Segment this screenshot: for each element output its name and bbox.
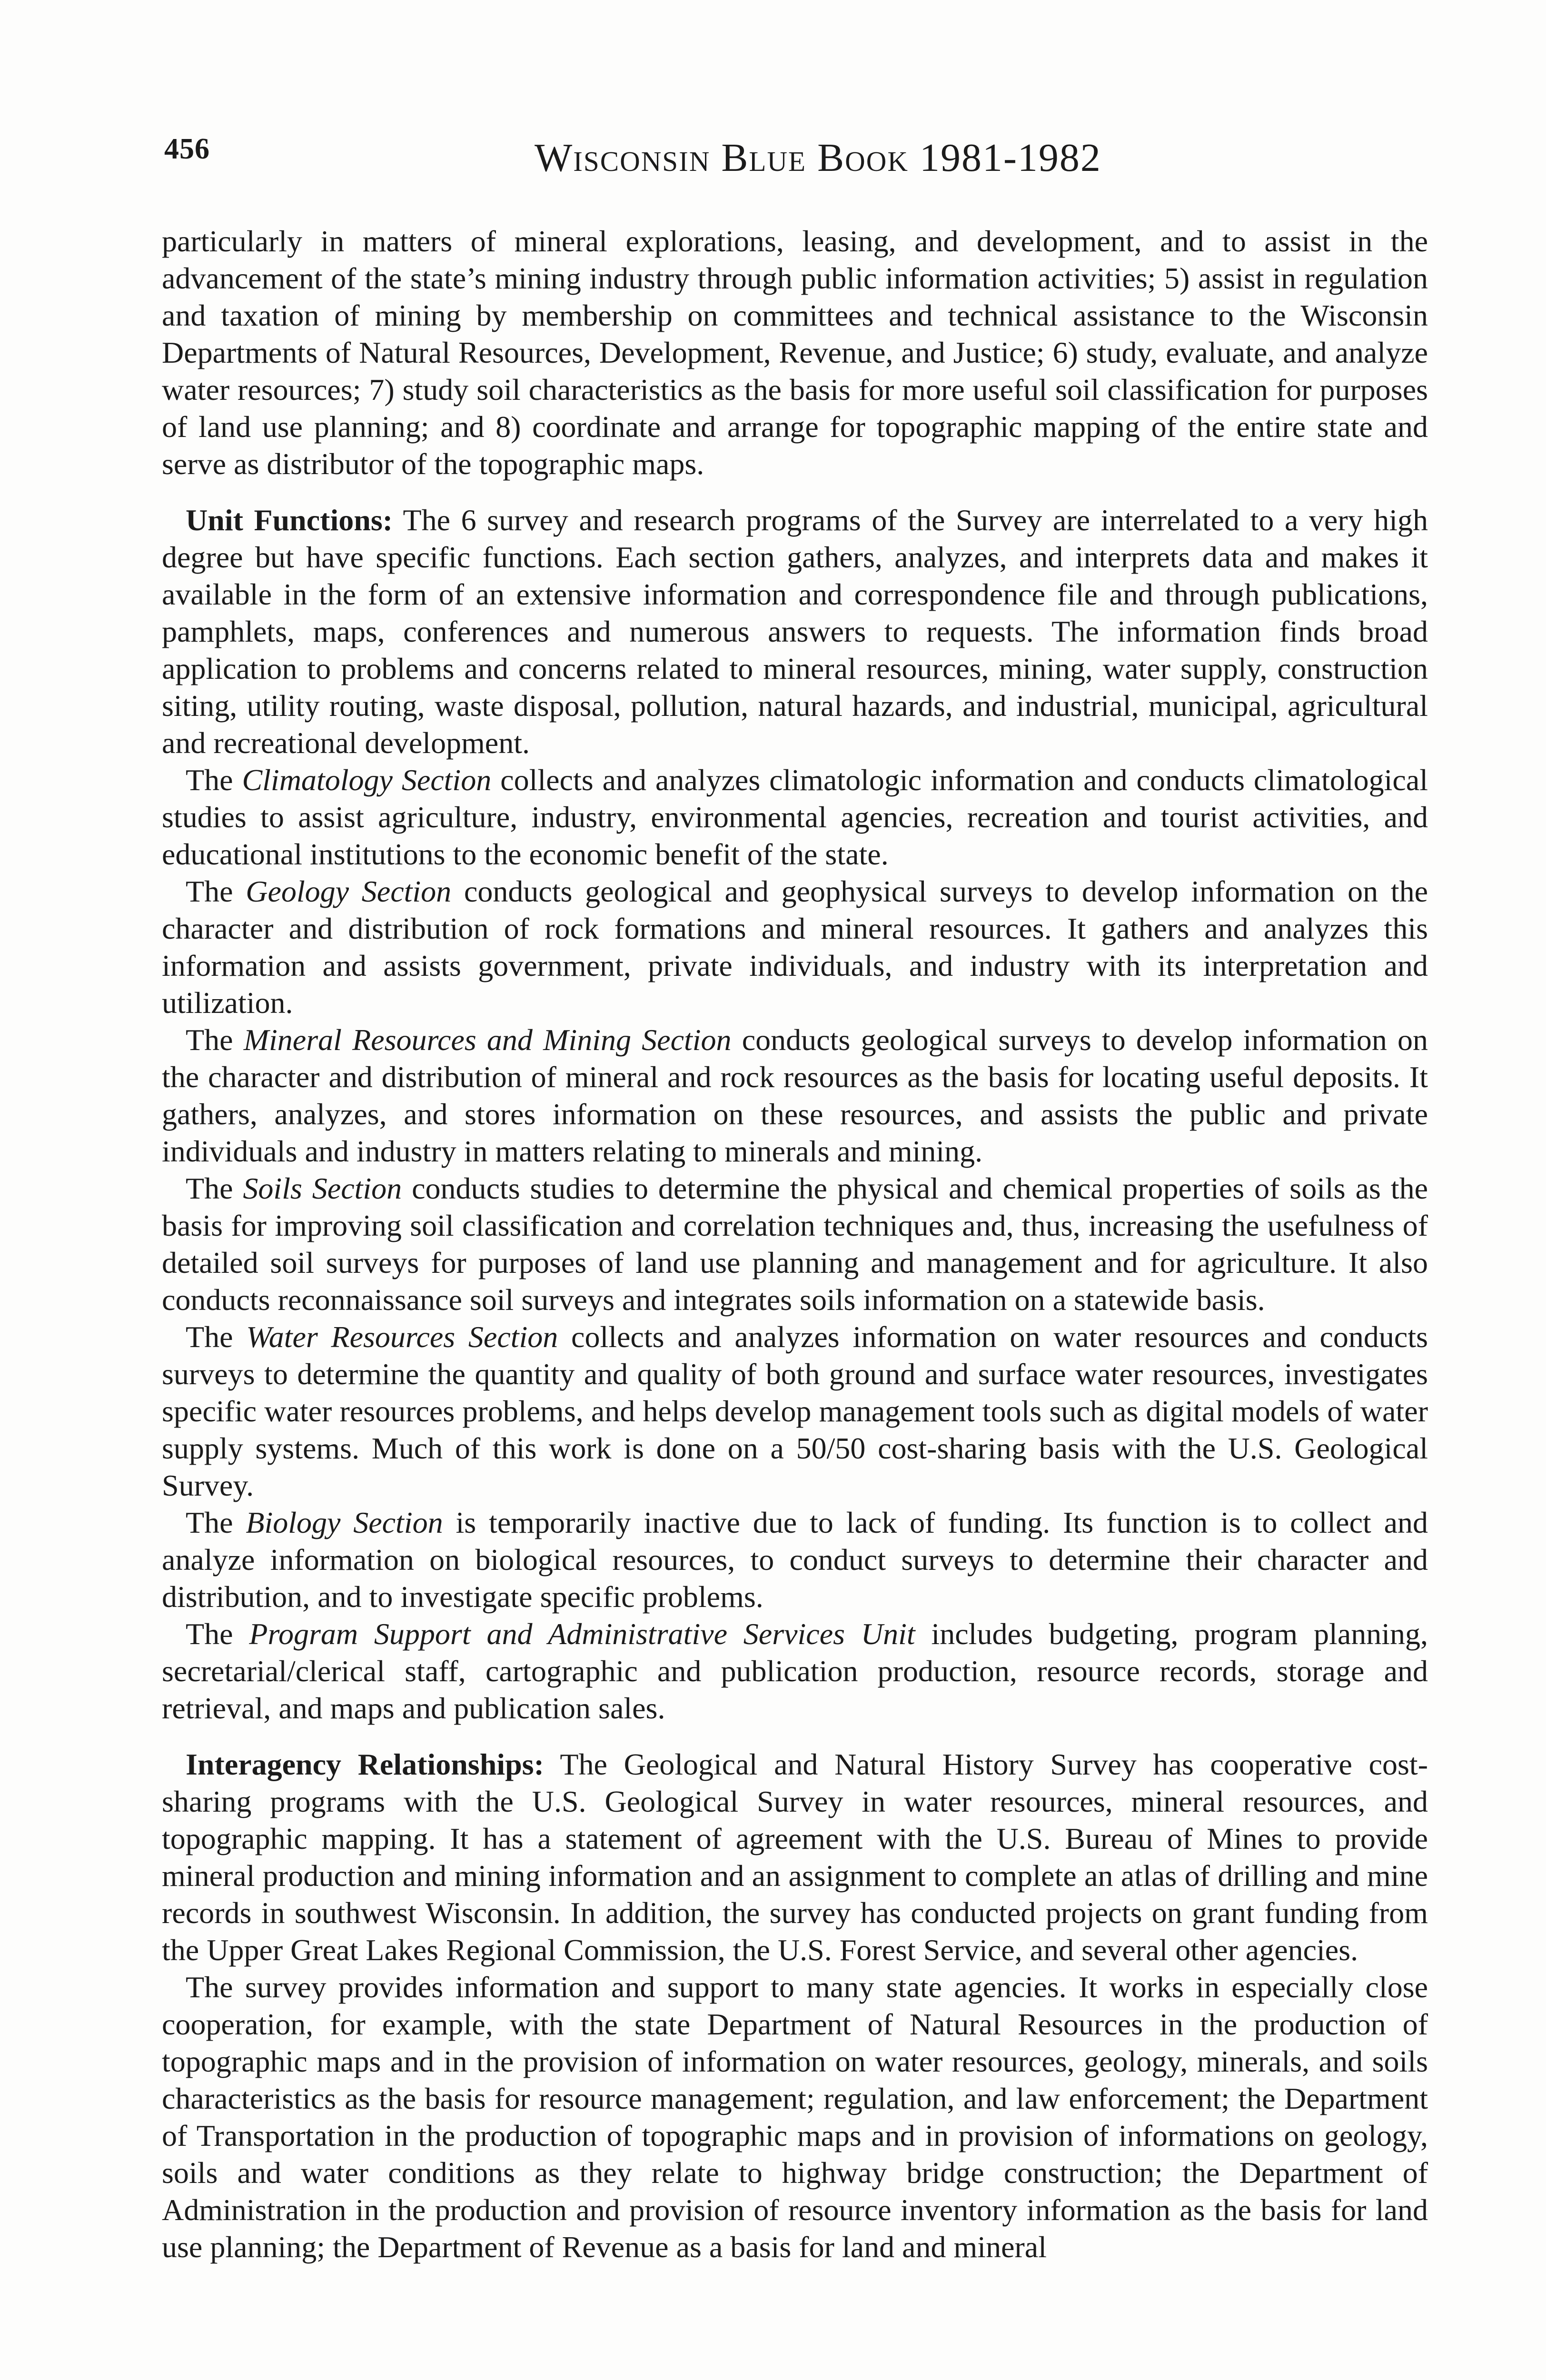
paragraph-soils [162,1170,1428,1319]
paragraph-duties-continued [162,223,1428,483]
paragraph-text: collects and analyzes information on water resources and conducts surveys to determine the quantity and quality of both ground and surface water resources, investigates specific water resources problems, and helps develop management tools such as digital models of water supply systems. Much of this work is done on a 50/50 cost-sharing basis with the U.S. Geological Survey. [162,1320,1428,1502]
paragraph-text: The survey provides information and support to many state agencies. It works in especially close cooperation, for example, with the state Department of Natural Resources in the production of topographic maps and in the provision of information on water resources, geology, minerals, and soils characteristics as the basis for resource management; regulation, and law enforcement; the Department of Transportation in the production of topographic maps and in provision of informations on geology, soils and water conditions as they relate to highway bridge construction; the Department of Administration in the production and provision of resource inventory information as the basis for land use planning; the Department of Revenue as a basis for land and mineral [162,1970,1428,2264]
paragraph-unit-functions [162,502,1428,762]
section-name: Mineral Resources and Mining Section [243,1023,732,1057]
paragraph-text: conducts geological surveys to develop information on the character and distribution of mineral and rock resources as the basis for locating useful deposits. It gathers, analyzes, and stores information on these resources, and assists the public and private individuals and industry in matters relating to minerals and mining. [162,1023,1428,1168]
paragraph-interagency [162,1746,1428,1969]
page-number: 456 [164,133,210,165]
paragraph-text: conducts studies to determine the physical and chemical properties of soils as the basis for improving soil classification and correlation techniques and, thus, increasing the usefulness of detailed soil surveys for purposes of land use planning and management and for agriculture. It also conducts reconnaissance soil surveys and integrates soils information on a statewide basis. [162,1171,1428,1317]
running-head [164,128,1440,180]
run-in-heading: Unit Functions: [186,503,393,537]
paragraph-text: The 6 survey and research programs of the Survey are interrelated to a very high degree but have specific functions. Each section gathers, analyzes, and interprets data and makes it available in the form of an extensive information and correspondence file and through publications, pamphlets, maps, conferences and numerous answers to requests. The information finds broad application to problems and concerns related to mineral resources, mining, water supply, construction siting, utility routing, waste disposal, pollution, natural hazards, and industrial, municipal, agricultural and recreational development. [162,503,1428,760]
paragraph-text: collects and analyzes climatologic information and conducts climatological studies to assist agriculture, industry, environmental agencies, recreation and tourist activities, and educational institutions to the economic benefit of the state. [162,763,1428,871]
paragraph-lead: The [186,874,246,908]
section-name: Water Resources Section [246,1320,558,1354]
paragraph-text: particularly in matters of mineral explorations, leasing, and development, and to assist in the advancement of the state’s mining industry through public information activities; 5) assist in regulation and taxation of mining by membership on committees and technical assistance to the Wisconsin Departments of Natural Resources, Development, Revenue, and Justice; 6) study, evaluate, and analyze water resources; 7) study soil characteristics as the basis for more useful soil classification for purposes of land use planning; and 8) coordinate and arrange for topographic mapping of the entire state and serve as distributor of the topographic maps. [162,224,1428,481]
paragraph-state-agencies [162,1969,1428,2266]
paragraph-lead: The [186,1506,246,1539]
paragraph-lead: The [186,763,242,797]
paragraph-text: is temporarily inactive due to lack of funding. Its function is to collect and analyze information on biological resources, to conduct surveys to determine their character and distribution, and to investigate specific problems. [162,1506,1428,1614]
paragraph-geology [162,873,1428,1021]
body-text [162,223,1428,2266]
paragraph-climatology [162,762,1428,873]
paragraph-lead: The [186,1320,247,1354]
paragraph-lead: The [186,1023,244,1057]
paragraph-program-support [162,1616,1428,1727]
paragraph-lead: The [186,1617,249,1651]
section-name: Soils Section [243,1171,402,1205]
paragraph-text: The Geological and Natural History Survey has cooperative cost-sharing programs with the U.S. Geological Survey in water resources, mineral resources, and topographic mapping. It has a statement of agreement with the U.S. Bureau of Mines to provide mineral production and mining information and an assignment to complete an atlas of drilling and mine records in southwest Wisconsin. In addition, the survey has conducted projects on grant funding from the Upper Great Lakes Regional Commission, the U.S. Forest Service, and several other agencies. [162,1747,1428,1967]
section-name: Geology Section [246,874,452,908]
paragraph-text: includes budgeting, program planning, secretarial/clerical staff, cartographic and publication production, resource records, storage and retrieval, and maps and publication sales. [162,1617,1428,1725]
book-title: Wisconsin Blue Book 1981-1982 [535,136,1101,180]
section-name: Biology Section [246,1506,443,1539]
paragraph-lead: The [186,1171,243,1205]
paragraph-text: conducts geological and geophysical surveys to develop information on the character and distribution of rock formations and mineral resources. It gathers and analyzes this information and assists government, private individuals, and industry with its interpretation and utilization. [162,874,1428,1020]
paragraph-biology [162,1504,1428,1616]
paragraph-water-resources [162,1319,1428,1504]
section-name: Climatology Section [242,763,492,797]
run-in-heading: Interagency Relationships: [186,1747,544,1781]
paragraph-mineral-resources [162,1021,1428,1170]
section-name: Program Support and Administrative Services Unit [249,1617,915,1651]
